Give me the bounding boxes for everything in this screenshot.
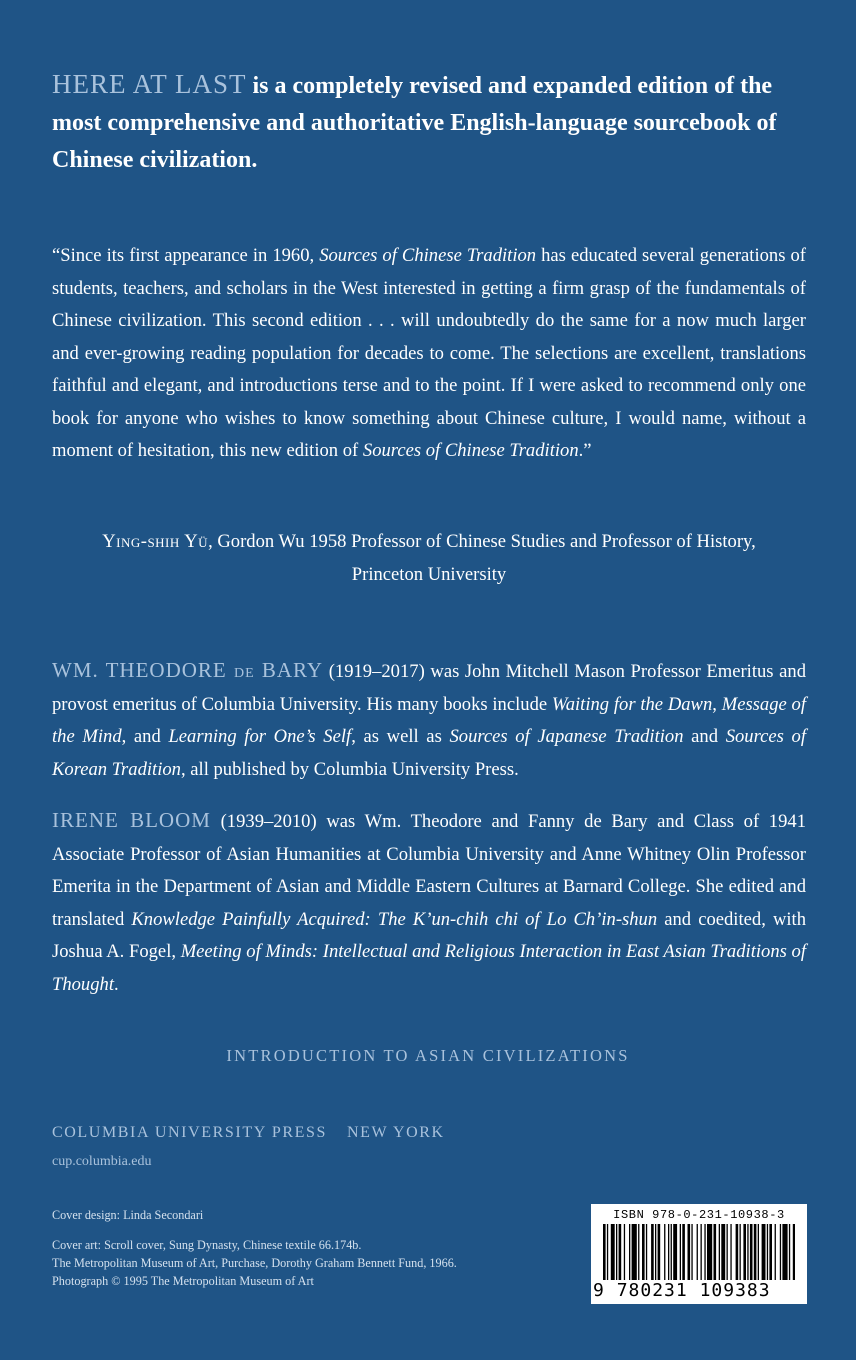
museum-credit: The Metropolitan Museum of Art, Purchase, Dorothy Graham Bennett Fund, 1966.: [52, 1256, 457, 1270]
endorsement-quote: [52, 240, 806, 468]
bio-text: , as well as: [351, 726, 450, 747]
barcode-bar: [638, 1224, 639, 1280]
publisher-website: cup.columbia.edu: [52, 1154, 152, 1169]
ean-first-digit: 9: [593, 1280, 605, 1301]
publisher-name: COLUMBIA UNIVERSITY PRESS: [52, 1124, 327, 1141]
barcode-bar: [671, 1224, 672, 1280]
bio-book-title: Meeting of Minds: Intellectual and Religious Interaction in East Asian Traditions of Thought: [52, 941, 806, 995]
barcode-bar: [743, 1224, 746, 1280]
author-name-particle: de: [233, 660, 255, 682]
barcode-bar: [642, 1224, 645, 1280]
endorser-institution: Princeton University: [351, 563, 507, 585]
quote-book-title-1: Sources of Chinese Tradition: [319, 245, 537, 266]
barcode-bar: [767, 1224, 768, 1280]
bio-text: .: [114, 973, 119, 995]
barcode-bar: [680, 1224, 681, 1280]
bio-book-title: Knowledge Painfully Acquired: The K’un-chih chi of Lo Ch’in-shun: [131, 908, 658, 930]
barcode-bar: [619, 1224, 622, 1280]
barcode-bar: [789, 1224, 790, 1280]
barcode-bar: [607, 1224, 608, 1280]
barcode-bar: [664, 1224, 665, 1280]
author-bio-bloom: [52, 804, 806, 1001]
cover-design-credit: Cover design: Linda Secondari: [52, 1208, 204, 1222]
barcode-bar: [736, 1224, 739, 1280]
bio-text: (1939–2010) was Wm. Theodore and Fanny de Bary and Class of 1941 Associate Professor of Asian Humanities at Columbia University and Anne Whitney Olin Professor Emerita in the Department of Asian and Middle Eastern Cultures at Barnard College. She edited and translated: [52, 811, 806, 930]
barcode-bar: [769, 1224, 772, 1280]
headline-text: is a completely revised and expanded edition of the most comprehensive and authoritative English-language sourcebook of Chinese civilization.: [52, 73, 777, 173]
barcode-bar: [793, 1224, 795, 1280]
author-name-bloom: IRENE BLOOM: [52, 808, 211, 832]
author-name-de-bary: [52, 658, 323, 682]
barcode-bar: [714, 1224, 717, 1280]
barcode-bar: [668, 1224, 669, 1280]
bio-text: (1919–2017) was John Mitchell Mason Professor Emeritus and provost emeritus of Columbia University. His many books include: [52, 661, 807, 715]
barcode-bar: [730, 1224, 731, 1280]
barcode-bar: [611, 1224, 615, 1280]
barcode-bar: [616, 1224, 617, 1280]
ean-right-group: 109383: [699, 1280, 771, 1301]
endorsement-attribution: [52, 526, 806, 591]
barcode-bar: [747, 1224, 748, 1280]
barcode-bar: [758, 1224, 759, 1280]
isbn-label: ISBN 978-0-231-10938-3: [613, 1208, 785, 1222]
barcode-bar: [707, 1224, 712, 1280]
author-name-part: WM. THEODORE: [52, 658, 234, 682]
bio-book-title: Learning for One’s Self: [168, 726, 352, 747]
quote-text-3: .”: [578, 440, 592, 461]
ean-left-group: 780231: [616, 1280, 688, 1301]
isbn-barcode: [591, 1204, 807, 1304]
bio-text: and coedited, with Joshua A. Fogel,: [52, 908, 807, 962]
barcode-bar: [762, 1224, 766, 1280]
series-title: INTRODUCTION TO ASIAN CIVILIZATIONS: [226, 1046, 630, 1065]
barcode-bar: [603, 1224, 606, 1280]
barcode-bar: [632, 1224, 637, 1280]
barcode-bar: [750, 1224, 753, 1280]
bio-text: , and: [121, 726, 169, 747]
bio-text: ,: [712, 693, 722, 715]
barcode-bar: [655, 1224, 656, 1280]
author-bio-de-bary: [52, 654, 806, 786]
ean-digits: [593, 1280, 805, 1301]
barcode-bar: [682, 1224, 685, 1280]
bio-book-title: Message of the Mind: [52, 693, 807, 747]
bio-book-title: Sources of Korean Tradition: [52, 726, 806, 780]
cover-art-credit: Cover art: Scroll cover, Sung Dynasty, Chinese textile 66.174b.: [52, 1238, 362, 1252]
bio-book-title: Waiting for the Dawn: [551, 693, 713, 715]
barcode-bar: [658, 1224, 661, 1280]
quote-text-2: has educated several generations of students, teachers, and scholars in the West interested in getting a firm grasp of the fundamentals of Chinese civilization. This second edition . . . will undoubtedly do the same for a now much larger and ever-growing reading population for decades to come. The selections are excellent, translations faithful and elegant, and introductions terse and to the point. If I were asked to recommend only one book for anyone who wishes to know something about Chinese culture, I would name, without a moment of hesitation, this new edition of: [52, 245, 806, 461]
barcode-bar: [740, 1224, 741, 1280]
photo-credit: Photograph © 1995 The Metropolitan Museum of Art: [52, 1274, 314, 1288]
barcode-bar: [754, 1224, 757, 1280]
quote-book-title-2: Sources of Chinese Tradition: [362, 440, 579, 461]
barcode-bar: [624, 1224, 625, 1280]
publisher-city: NEW YORK: [347, 1124, 445, 1141]
barcode-bar: [701, 1224, 702, 1280]
barcode-bar: [688, 1224, 691, 1280]
barcode-bar: [651, 1224, 654, 1280]
author-name-part: BARY: [254, 658, 324, 682]
bio-text: and: [683, 726, 726, 747]
endorser-name: Ying-shih Yü: [102, 531, 209, 552]
barcode-bar: [780, 1224, 781, 1280]
barcode-bar: [697, 1224, 698, 1280]
barcode-bar: [704, 1224, 705, 1280]
barcode-bar: [782, 1224, 787, 1280]
headline-lead-in: HERE AT LAST: [52, 69, 247, 99]
barcode-bar: [719, 1224, 720, 1280]
publisher-imprint: [52, 1124, 445, 1142]
barcode-bar: [721, 1224, 725, 1280]
bio-text: , all published by Columbia University Press.: [180, 758, 519, 780]
cover-credits: [52, 1206, 572, 1290]
barcode-bar: [646, 1224, 647, 1280]
barcode-bar: [775, 1224, 776, 1280]
headline-blurb: [52, 66, 812, 179]
barcode-bar: [727, 1224, 728, 1280]
endorser-role: , Gordon Wu 1958 Professor of Chinese Studies and Professor of History,: [208, 531, 756, 552]
barcode-bar: [629, 1224, 630, 1280]
barcode-bar: [691, 1224, 692, 1280]
bio-book-title: Sources of Japanese Tradition: [449, 726, 684, 747]
quote-text-1: “Since its first appearance in 1960,: [52, 245, 320, 266]
barcode-bars: [603, 1224, 795, 1282]
barcode-bar: [673, 1224, 677, 1280]
